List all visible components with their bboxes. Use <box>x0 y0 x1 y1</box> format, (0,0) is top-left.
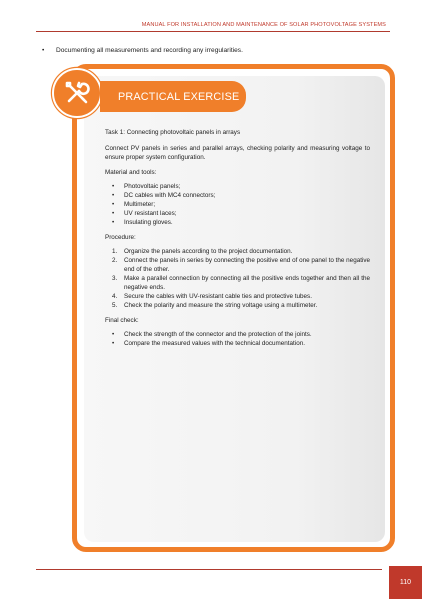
list-item: • Compare the measured values with the technical documentation. <box>105 339 370 348</box>
step-text: Make a parallel connection by connecting all the positive ends together and then all the negative ends. <box>124 275 370 291</box>
running-header: MANUAL FOR INSTALLATION AND MAINTENANCE OF SOLAR PHOTOVOLTAGE SYSTEMS <box>141 22 386 28</box>
intro-bullet <box>42 47 243 54</box>
list-item <box>105 292 370 301</box>
procedure-label: Procedure: <box>105 234 136 241</box>
step-text: Secure the cables with UV-resistant cable ties and protective tubes. <box>124 293 312 300</box>
step-number: 1. <box>112 248 118 255</box>
step-text: Organize the panels according to the project documentation. <box>124 248 293 255</box>
list-item: • Photovoltaic panels; <box>105 182 370 191</box>
list-item: • DC cables with MC4 connectors; <box>105 191 370 200</box>
step-number: 5. <box>112 302 118 309</box>
intro-bullet-text: Documenting all measurements and recording any irregularities. <box>56 47 243 54</box>
step-number: 4. <box>112 293 118 300</box>
exercise-content <box>105 128 370 354</box>
final-check-label: Final check: <box>105 317 139 324</box>
task-title: Task 1: Connecting photovoltaic panels in arrays <box>105 129 241 136</box>
list-item <box>105 256 370 274</box>
materials-list <box>105 182 370 227</box>
procedure-list <box>105 247 370 310</box>
list-item: • Insulating gloves. <box>105 218 370 227</box>
list-item: • UV resistant laces; <box>105 209 370 218</box>
task-description: Connect PV panels in series and parallel arrays, checking polarity and measuring voltage to ensure proper system configuration. <box>105 145 370 161</box>
list-item: • Check the strength of the connector and the protection of the joints. <box>105 330 370 339</box>
tools-icon <box>52 68 102 118</box>
list-item <box>105 247 370 256</box>
list-item: • Multimeter; <box>105 200 370 209</box>
footer-divider <box>36 569 382 570</box>
list-item <box>105 301 370 310</box>
list-item <box>105 274 370 292</box>
page-number: 110 <box>389 566 422 599</box>
wrench-screwdriver-icon <box>62 78 92 108</box>
step-number: 2. <box>112 257 118 264</box>
step-number: 3. <box>112 275 118 282</box>
bullet-dot: • <box>42 47 45 54</box>
materials-label: Material and tools: <box>105 169 157 176</box>
exercise-title: PRACTICAL EXERCISE <box>100 81 246 112</box>
step-text: Connect the panels in series by connecting the positive end of one panel to the negative end of the other. <box>124 257 370 273</box>
final-check-list <box>105 330 370 348</box>
step-text: Check the polarity and measure the string voltage using a multimeter. <box>124 302 318 309</box>
header-divider <box>36 31 390 32</box>
